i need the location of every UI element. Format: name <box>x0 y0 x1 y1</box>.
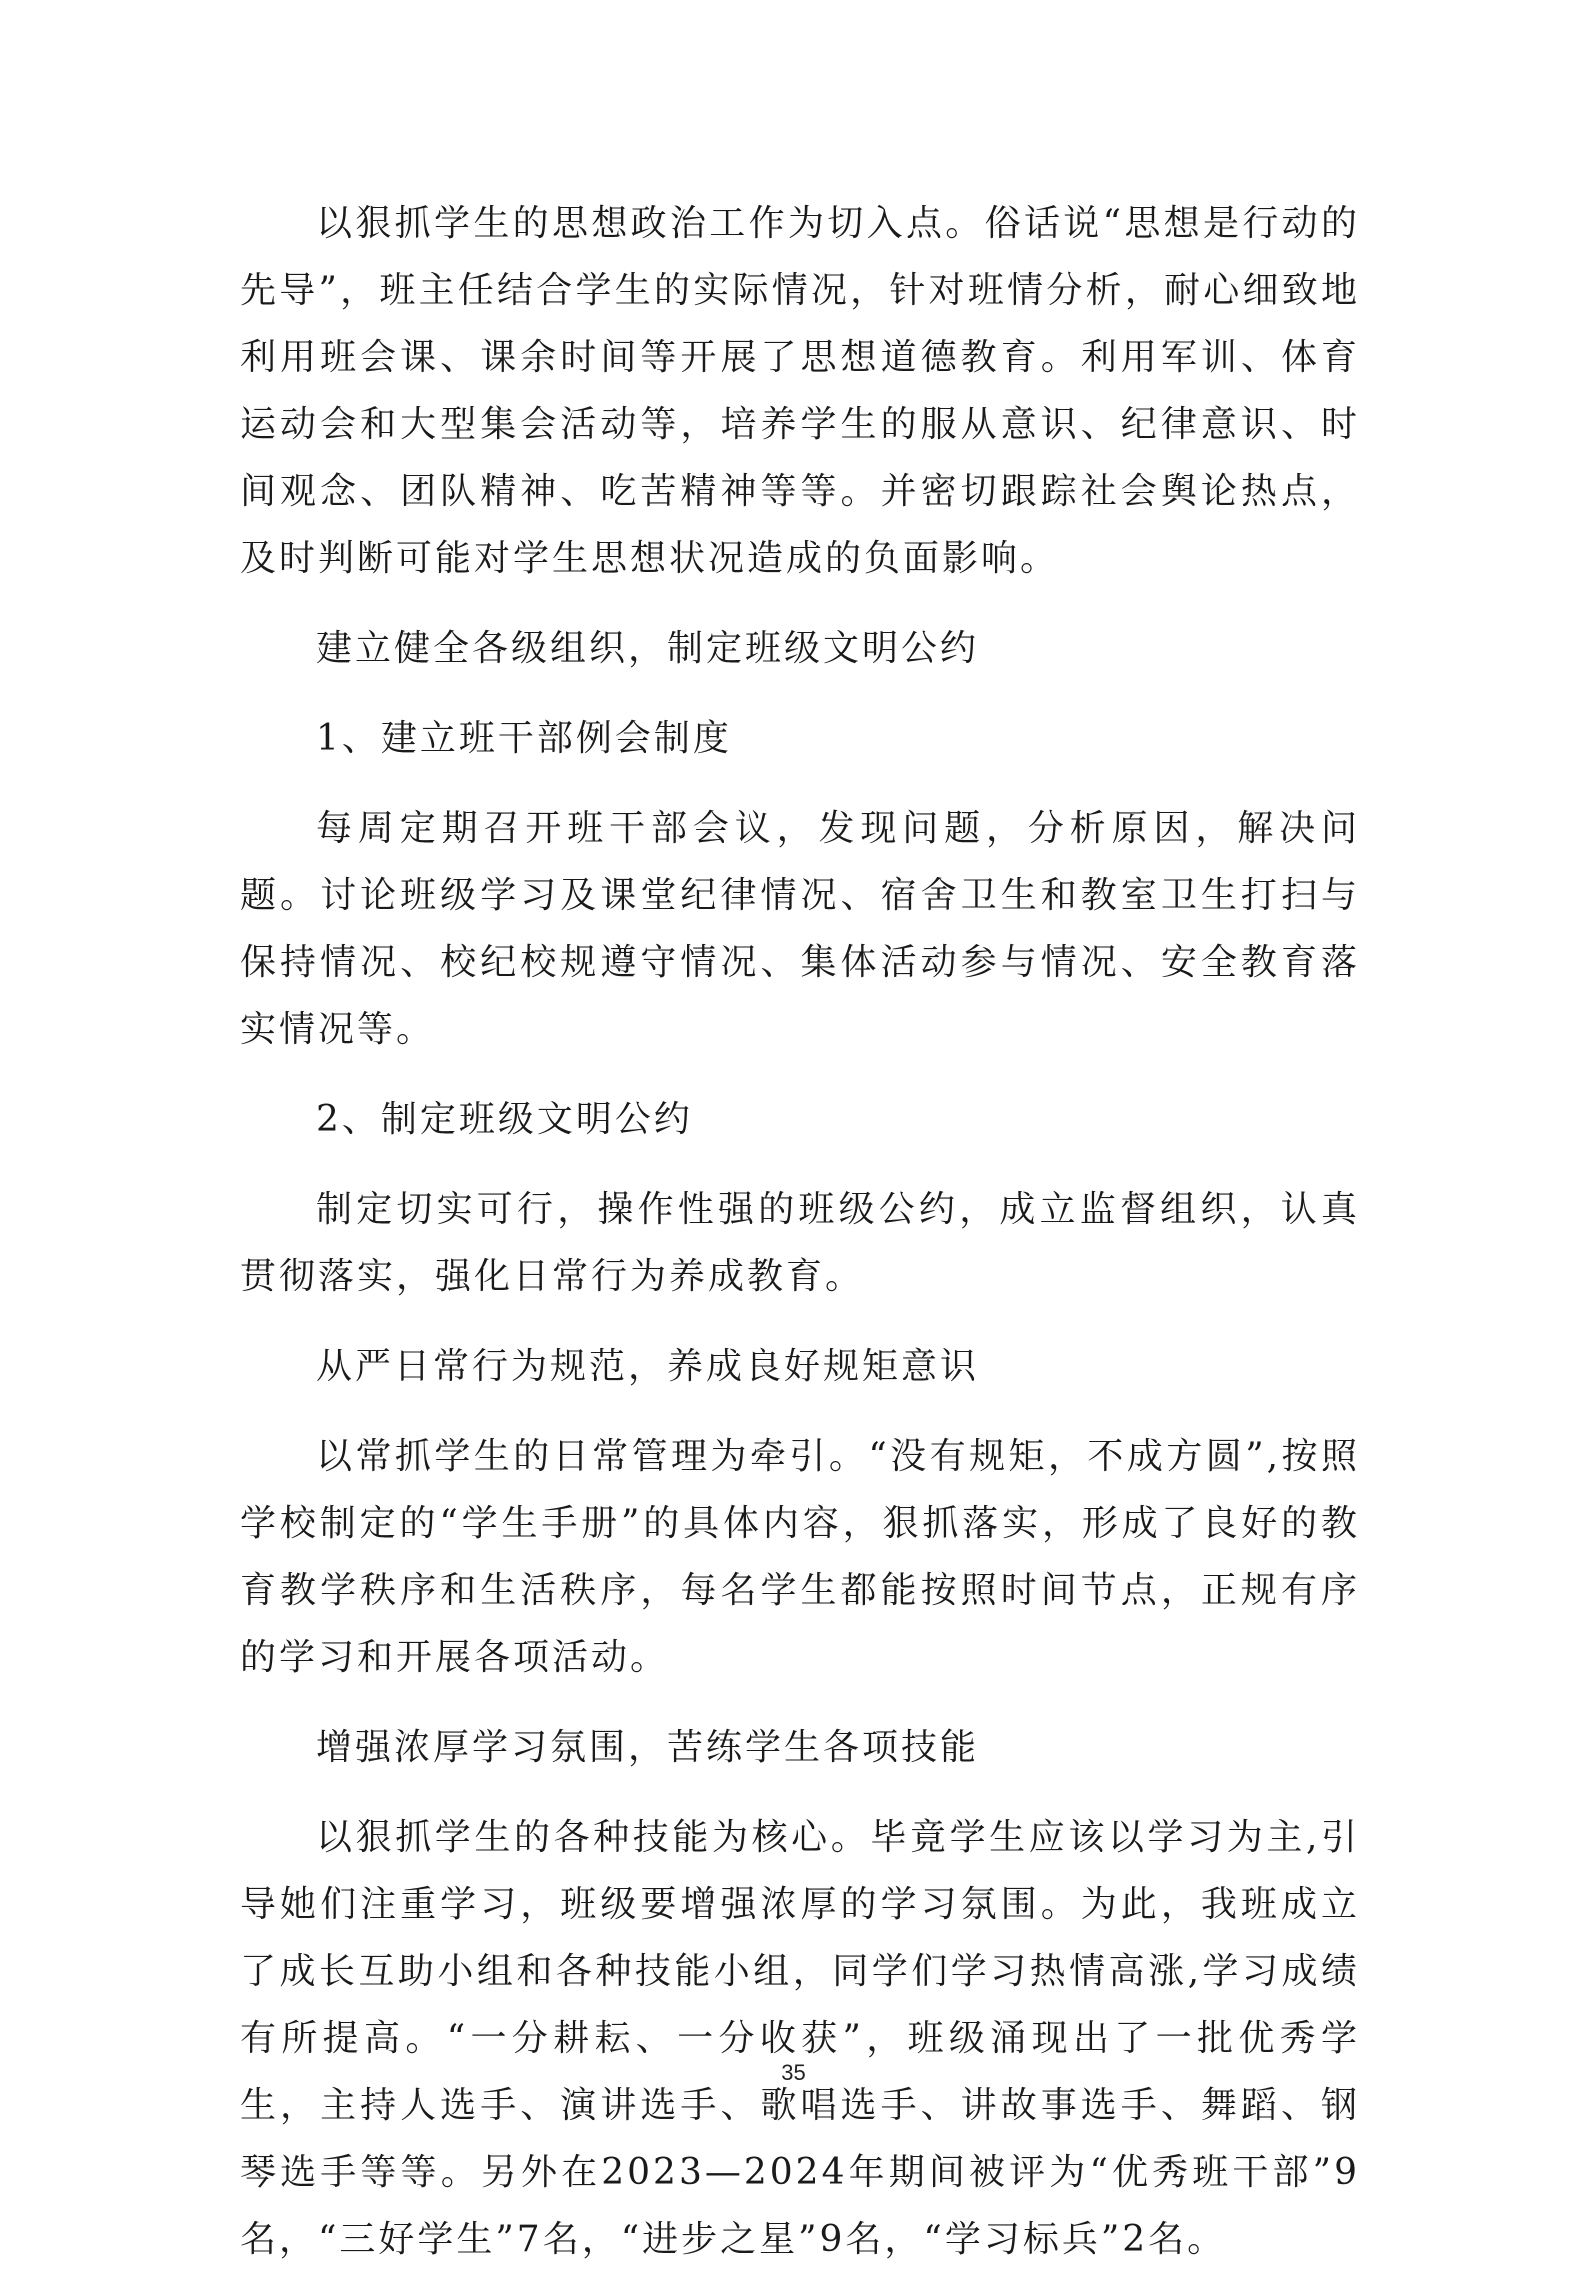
page-number: 35 <box>781 2060 806 2085</box>
paragraph-daily-management: 以常抓学生的日常管理为牵引。“没有规矩，不成方圆”,按照学校制定的“学生手册”的具体内容，狠抓落实，形成了良好的教育教学秩序和生活秩序，每名学生都能按照时间节点，正规有序的学习和开展各项活动。 <box>240 1436 1360 1678</box>
paragraph-weekly-meeting: 每周定期召开班干部会议，发现问题，分析原因，解决问题。讨论班级学习及课堂纪律情况、宿舍卫生和教室卫生打扫与保持情况、校纪校规遵守情况、集体活动参与情况、安全教育落实情况等。 <box>240 808 1360 1050</box>
paragraph-ideology: 以狠抓学生的思想政治工作为切入点。俗话说“思想是行动的先导”，班主任结合学生的实际情况，针对班情分析，耐心细致地利用班会课、课余时间等开展了思想道德教育。利用军训、体育运动会和大型集会活动等，培养学生的服从意识、纪律意识、时间观念、团队精神、吃苦精神等等。并密切跟踪社会舆论热点，及时判断可能对学生思想状况造成的负面影响。 <box>240 203 1360 579</box>
paragraph-convention: 制定切实可行，操作性强的班级公约，成立监督组织，认真贯彻落实，强化日常行为养成教育。 <box>240 1189 1360 1297</box>
section-heading-organization: 建立健全各级组织，制定班级文明公约 <box>316 628 980 669</box>
subheading-meeting-system: 1、建立班干部例会制度 <box>316 718 732 759</box>
subheading-class-convention: 2、制定班级文明公约 <box>316 1099 693 1140</box>
document-body <box>240 190 1360 2296</box>
section-heading-behavior: 从严日常行为规范，养成良好规矩意识 <box>316 1346 980 1387</box>
paragraph-skills: 以狠抓学生的各种技能为核心。毕竟学生应该以学习为主,引导她们注重学习，班级要增强浓厚的学习氛围。为此，我班成立了成长互助小组和各种技能小组，同学们学习热情高涨,学习成绩有所提高。“一分耕耘、一分收获”，班级涌现出了一批优秀学生，主持人选手、演讲选手、歌唱选手、讲故事选手、舞蹈、钢琴选手等等。另外在2023—2024年期间被评为“优秀班干部”9名，“三好学生”7名，“进步之星”9名，“学习标兵”2名。 <box>240 1817 1360 2260</box>
section-heading-study: 增强浓厚学习氛围，苦练学生各项技能 <box>316 1727 980 1768</box>
